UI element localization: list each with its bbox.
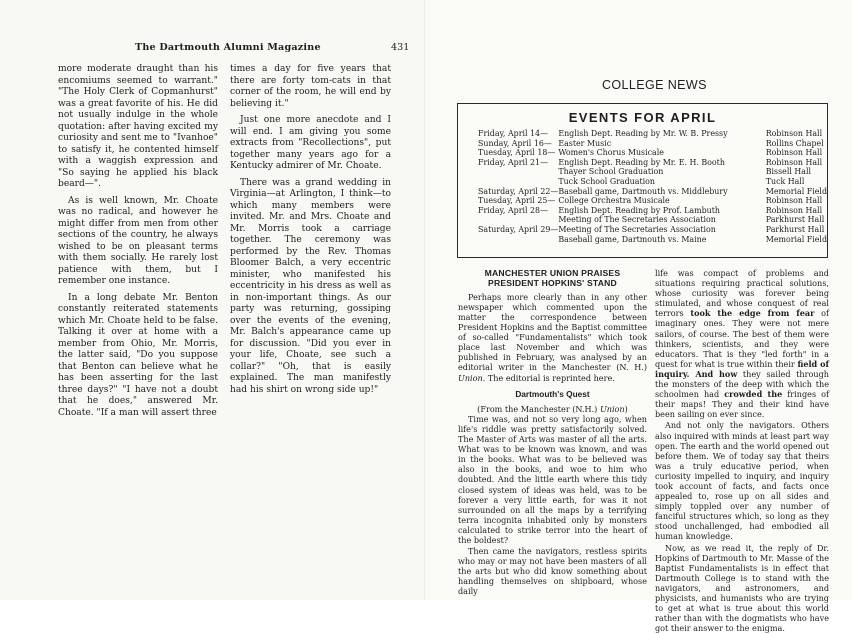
event-name: College Orchestra Musicale xyxy=(558,196,670,206)
section-title: COLLEGE NEWS xyxy=(602,78,707,92)
event-date: Tuesday, April 25— xyxy=(478,196,556,206)
event-name: English Dept. Reading by Mr. W. B. Pressy xyxy=(558,129,728,138)
event-name: Women's Chorus Musicale xyxy=(558,148,664,158)
paragraph: more moderate draught than his encomiums seemed to warrant." "The Holy Clerk of Copmanhurst" was a great favorite of his. He did not usually indulge in the whole quotation: after having excited my curiosity and sent me to "Ivanhoe" to satisfy it, he contented himself with a waggish expression and "So saying he applied his black beard—". xyxy=(58,64,218,189)
paragraph: And not only the navigators. Others also inquired with minds at least part way open. The earth and the world opened out before them. We of today say that theirs was a truly educative period, when curiosity impelled to inquiry, and inquiry took account of facts, and facts once appealed to, rose up on all sides and simply toppled over any number of fanciful structures which, so long as they stood unchallenged, had embodied all human knowledge. xyxy=(655,420,829,542)
events-table xyxy=(478,129,827,244)
event-row xyxy=(478,167,827,177)
event-date: Saturday, April 29— xyxy=(478,224,559,234)
paragraph: There was a grand wedding in Virginia—at Arlington, I think—to which many members were invited. Mr. and Mrs. Choate and Mr. Morris took a carriage together. The ceremony was performed by the Rev. Thomas Bloomer Balch, a very eccentric minister, who manifested his eccentricity in his dress as well as in non-important things. As our party was returning, gossiping over the events of the evening, Mr. Balch's appearance came up for discussion. "Did you ever in your life, Choate, see such a collar?" "Oh, that is easily explained. The man manifestly had his shirt on wrong side up!" xyxy=(230,177,391,395)
paragraph: times a day for five years that there are forty tom-cats in that corner of the room, he will end by believing it." xyxy=(230,64,391,109)
event-row xyxy=(478,129,827,139)
event-name: English Dept. Reading by Prof. Lambuth xyxy=(558,205,720,215)
event-row xyxy=(478,225,827,235)
event-place: Robinson Hall xyxy=(765,129,823,138)
running-head: The Dartmouth Alumni Magazine xyxy=(135,42,321,53)
paragraph: In a long debate Mr. Benton constantly reiterated statements which Mr. Choate held to be false. Talking it over at home with a member from Ohio, Mr. Morris, the latter said, "Do you suppose that Benton can believe what he has been asserting for the last three days?" "I have not a doubt that he does," answered Mr. Choate. "If a man will assert three xyxy=(58,292,218,418)
paragraph: life was compact of problems and situations requiring practical solutions, whose curiosity was forever being stimulated, and whose conquest of real terrors took the edge from fear of imaginary ones. They were not mere sailors, of course. The best of them were thinkers, scientists, and they were educators. That is they "led forth" in a quest for what is true within their field of inquiry. And how they sailed through the monsters of the deep with which the schoolmen had crowded the fringes of their maps! They and their kind have been sailing on ever since. xyxy=(655,268,830,420)
event-date xyxy=(478,167,558,177)
page-number: 431 xyxy=(391,42,410,53)
event-date: Friday, April 28— xyxy=(478,205,548,215)
event-place: Parkhurst Hall xyxy=(765,224,825,234)
events-title: EVENTS FOR APRIL xyxy=(568,110,717,125)
paragraph: As is well known, Mr. Choate was no radical, and however he might differ from men from other sections of the country, he always wished to be on pleasant terms with them socially. He rarely lost patience with them, but I remember one instance. xyxy=(58,195,218,286)
event-date: Friday, April 14— xyxy=(478,129,548,138)
event-name: Meeting of The Secretaries Association xyxy=(558,224,716,234)
event-place: Tuck Hall xyxy=(765,176,805,186)
event-name: Easter Music xyxy=(558,138,612,148)
paragraph: Time was, and not so very long ago, when life's riddle was pretty satisfactorily solved. The Master of Arts was master of all the arts. What was to be known was known, and was in the books. What was to be believed was also in the books, and woe to him who doubted. And the little earth where this tidy closed system of ideas was held, was to be forever a very little earth, for was it not surrounded on all the maps by a terrifying terra incognita inhabited only by monsters calculated to strike terror into the heart of the boldest? xyxy=(458,413,647,545)
event-row xyxy=(478,215,827,225)
event-row xyxy=(478,177,827,187)
event-row xyxy=(478,206,827,216)
event-date xyxy=(478,235,558,245)
event-place: Memorial Field xyxy=(765,186,827,196)
event-date: Friday, April 21— xyxy=(478,157,548,167)
left-column-1 xyxy=(58,64,218,424)
event-date xyxy=(478,215,558,225)
article-subhead: Dartmouth's Quest xyxy=(515,388,590,399)
article-intro: Perhaps more clearly than in any other newspaper which commented upon the matter the correspondence between President Hopkins and the Baptist committee of so-called "Fundamentalists" which took place last November and which was published in February, was analysed by an editorial writer in the Manchester (N. H.) Union. The editorial is reprinted here. xyxy=(458,291,647,383)
paragraph: Then came the navigators, restless spirits who may or may not have been masters of all the arts but who did know something about handling themselves on shipboard, whose daily xyxy=(458,546,647,597)
event-name: Tuck School Graduation xyxy=(558,176,655,186)
event-date: Saturday, April 22— xyxy=(478,186,559,196)
left-page xyxy=(0,0,426,600)
event-place: Robinson Hall xyxy=(765,196,823,206)
right-column-2 xyxy=(655,268,829,634)
paragraph: Just one more anecdote and I will end. I am giving you some extracts from "Recollections", put together many years ago for a Kentucky admirer of Mr. Choate. xyxy=(230,115,391,171)
event-place: Rollins Chapel xyxy=(765,138,824,148)
article-source: (From the Manchester (N.H.) Union) xyxy=(477,403,628,414)
event-name: English Dept. Reading by Mr. E. H. Booth xyxy=(558,157,725,167)
event-row xyxy=(478,196,827,206)
event-date: Sunday, April 16— xyxy=(478,138,552,148)
event-date xyxy=(478,177,558,187)
event-name: Thayer School Graduation xyxy=(558,167,664,177)
events-box xyxy=(457,103,828,258)
event-row xyxy=(478,158,827,168)
paragraph: Now, as we read it, the reply of Dr. Hopkins of Dartmouth to Mr. Masse of the Baptist Fundamentalists is in effect that Dartmouth College is to stand with the navigators, and astronomers, and physicists, and humanists who are trying to get at what is true about this world rather than with the dogmatists who have got their answer to the enigma. xyxy=(655,542,829,634)
event-place: Memorial Field xyxy=(765,234,827,244)
event-name: Meeting of The Secretaries Association xyxy=(558,215,716,225)
event-place: Bissell Hall xyxy=(765,167,812,177)
event-place: Robinson Hall xyxy=(765,205,823,215)
event-date: Tuesday, April 18— xyxy=(478,148,556,158)
event-place: Robinson Hall xyxy=(765,157,823,167)
right-column-1 xyxy=(458,268,647,598)
event-row xyxy=(478,187,827,197)
event-name: Baseball game, Dartmouth vs. Middlebury xyxy=(558,186,728,196)
event-row xyxy=(478,235,827,245)
event-row xyxy=(478,148,827,158)
article-headline: MANCHESTER UNION PRAISES PRESIDENT HOPKINS' STAND xyxy=(484,268,621,289)
event-place: Parkhurst Hall xyxy=(765,215,825,225)
event-place: Robinson Hall xyxy=(765,148,823,158)
left-column-2 xyxy=(230,64,391,401)
event-name: Baseball game, Dartmouth vs. Maine xyxy=(558,234,707,244)
event-row xyxy=(478,139,827,149)
